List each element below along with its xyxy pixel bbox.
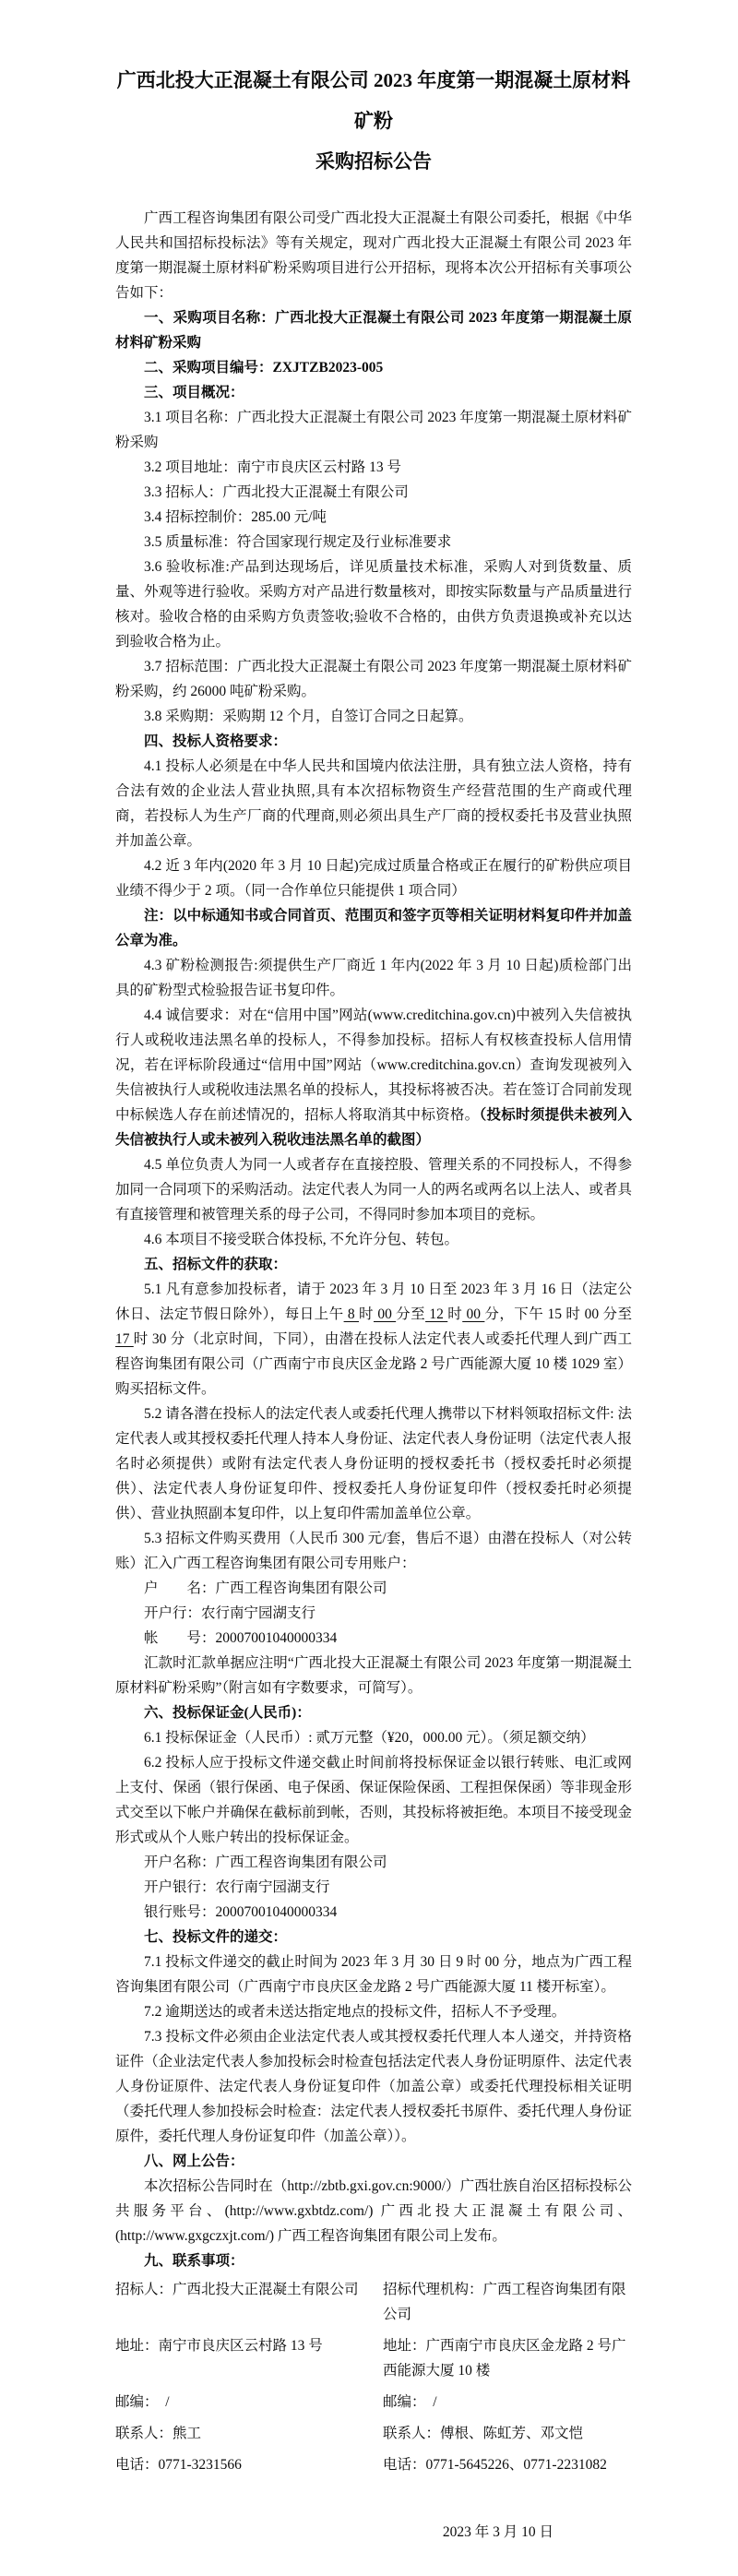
deposit-bank-line: 开户银行：农行南宁园湖支行 [144,1879,330,1895]
contact-agency-postcode: 邮编： / [383,2394,437,2410]
para-3-8: 3.8 采购期：采购期 12 个月，自签订合同之日起算。 [144,709,473,724]
para-5-1-underline-hour-close: 17 [115,1331,134,1347]
para-5-1 [115,1277,632,1401]
deposit-account-number-line: 银行账号：20007001040000334 [144,1904,338,1920]
para-3-5: 3.5 质量标准：符合国家现行规定及行业标准要求 [144,534,452,550]
para-4-1: 4.1 投标人必须是在中华人民共和国境内依法注册，具有独立法人资格，持有合法有效的企业法人营业执照,具有本次招标物资生产经营范围的生产商或代理商，若投标人为生产厂商的代理商,则必须出具生产厂商的授权委托书及营业执照并加盖公章。 [115,758,632,849]
doc-title-line2: 采购招标公告 [315,150,432,173]
contact-agency-address: 地址：广西南宁市良庆区金龙路 2 号广西能源大厦 10 楼 [383,2338,626,2379]
para-4-2: 4.2 近 3 年内(2020 年 3 月 10 日起)完成过质量合格或正在履行的矿粉供应项目业绩不得少于 2 项。（同一合作单位只能提供 1 项合同） [115,858,632,899]
para-5-1-text-d: 时 [447,1306,463,1322]
section-4-heading: 四、投标人资格要求： [144,733,288,749]
para-5-1-text-a: 5.1 凡有意参加投标者，请于 2023 年 3 月 10 日至 2023 年 3 月 16 日（法定公休日、法定节假日除外），每日上午 [115,1282,632,1322]
section-9-heading: 九、联系事项： [144,2253,244,2269]
para-3-2: 3.2 项目地址：南宁市良庆区云村路 13 号 [144,459,402,475]
para-4-6: 4.6 本项目不接受联合体投标, 不允许分包、转包。 [144,1232,459,1247]
para-3-6: 3.6 验收标准:产品到达现场后，详见质量技术标准，采购人对到货数量、质量、外观等进行验收。采购方对产品进行数量核对，即按实际数量与产品质量进行核对。验收合格的由采购方负责签收;验收不合格的，由供方负责退换或补充以达到验收合格为止。 [115,559,632,650]
contact-agency-phone: 电话：0771-5645226、0771-2231082 [383,2457,607,2473]
para-5-1-underline-minute-noon: 00 [462,1306,485,1322]
section-5-heading: 五、招标文件的获取： [144,1257,288,1272]
para-7-2: 7.2 逾期送达的或者未送达指定地点的投标文件，招标人不予受理。 [144,2004,566,2020]
deposit-account-name-line: 开户名称：广西工程咨询集团有限公司 [144,1854,387,1870]
para-5-3: 5.3 招标文件购买费用（人民币 300 元/套，售后不退）由潜在投标人（对公转账）汇入广西工程咨询集团有限公司专用账户： [115,1531,632,1571]
remittance-note: 汇款时汇款单据应注明“广西北投大正混凝土有限公司 2023 年度第一期混凝土原材料矿粉采购”（附言如有字数要求，可简写）。 [115,1655,632,1696]
para-5-1-text-f: 时 30 分（北京时间，下同），由潜在投标人法定代表人或委托代理人到广西工程咨询集团有限公司（广西南宁市良庆区金龙路 2 号广西能源大厦 10 楼 1029 室）购买招标文件。 [115,1331,632,1397]
contact-agency-person: 联系人：傅根、陈虹芳、邓文恺 [383,2426,584,2441]
para-5-1-underline-minute-open: 00 [373,1306,397,1322]
intro-paragraph: 广西工程咨询集团有限公司受广西北投大正混凝土有限公司委托，根据《中华人民共和国招标投标法》等有关规定，现对广西北投大正混凝土有限公司 2023 年度第一期混凝土原材料矿粉采购项目进行公开招标，现将本次公开招标有关事项公告如下： [115,210,632,301]
para-3-4: 3.4 招标控制价：285.00 元/吨 [144,509,327,525]
account-holder-line: 户 名：广西工程咨询集团有限公司 [144,1580,387,1596]
para-5-1-text-b: 时 [359,1306,374,1322]
para-5-1-underline-hour-open: 8 [343,1306,360,1322]
para-5-1-text-e: 分，下午 15 时 00 分至 [484,1306,632,1322]
para-3-1: 3.1 项目名称：广西北投大正混凝土有限公司 2023 年度第一期混凝土原材料矿粉采购 [115,410,632,450]
para-7-3: 7.3 投标文件必须由企业法定代表人或其授权委托代理人本人递交，并持资格证件（企业法定代表人参加投标会时检查包括法定代表人身份证明原件、法定代表人身份证原件、法定代表人身份证复印件（加盖公章）或委托代理投标相关证明（委托代理人参加投标会时检查：法定代表人授权委托书原件、委托代理人身份证原件，委托代理人身份证复印件（加盖公章））。 [115,2029,632,2144]
contact-bidder-person: 联系人：熊工 [115,2426,202,2441]
para-7-1: 7.1 投标文件递交的截止时间为 2023 年 3 月 30 日 9 时 00 分，地点为广西工程咨询集团有限公司（广西南宁市良庆区金龙路 2 号广西能源大厦 11 楼开标室）。 [115,1954,632,1995]
para-5-2: 5.2 请各潜在投标人的法定代表人或委托代理人携带以下材料领取招标文件: 法定代表人或其授权委托代理人持本人身份证、法定代表人身份证明（法定代表人报名时必须提供）或附有法定代表人身份证明的授权委托书（授权委托时必须提供）、法定代表人身份证复印件、授权委托人身份证复印件（授权委托时必须提供）、营业执照副本复印件，以上复印件需加盖单位公章。 [115,1406,632,1521]
section-3-heading: 三、项目概况： [144,385,244,400]
contacts-table [115,2277,632,2477]
para-3-7: 3.7 招标范围：广西北投大正混凝土有限公司 2023 年度第一期混凝土原材料矿粉采购，约 26000 吨矿粉采购。 [115,659,632,699]
doc-date: 2023 年 3 月 10 日 [442,2524,554,2540]
para-4-4-text: 4.4 诚信要求：对在“信用中国”网站(www.creditchina.gov.cn)中被列入失信被执行人或税收违法黑名单的投标人，不得参加投标。招标人有权核查投标人信用情况，若在评标阶段通过“信用中国”网站（www.creditchina.gov.cn）查询发现被列入失信被执行人或税收违法黑名单的投标人，其投标将被否决。若在签订合同前发现中标候选人存在前述情况的，招标人将取消其中标资格。 [115,1008,632,1123]
account-number-line: 帐 号：20007001040000334 [144,1630,338,1646]
para-6-1: 6.1 投标保证金（人民币）: 贰万元整（¥20，000.00 元）。（须足额交纳） [144,1730,595,1746]
account-bank-line: 开户行：农行南宁园湖支行 [144,1605,316,1621]
para-4-2-note: 注：以中标通知书或合同首页、范围页和签字页等相关证明材料复印件并加盖公章为准。 [115,908,632,948]
section-7-heading: 七、投标文件的递交： [144,1929,288,1945]
para-3-3: 3.3 招标人：广西北投大正混凝土有限公司 [144,484,409,500]
para-4-3: 4.3 矿粉检测报告:须提供生产厂商近 1 年内(2022 年 3 月 10 日起)质检部门出具的矿粉型式检验报告证书复印件。 [115,958,632,998]
contact-bidder-postcode: 邮编： / [115,2394,170,2410]
contact-bidder-name: 招标人：广西北投大正混凝土有限公司 [115,2282,359,2297]
para-4-5: 4.5 单位负责人为同一人或者存在直接控股、管理关系的不同投标人，不得参加同一合同项下的采购活动。法定代表人为同一人的两名或两名以上法人、或者具有直接管理和被管理关系的母子公司，不得同时参加本项目的竞标。 [115,1157,632,1222]
para-8-1: 本次招标公告同时在（http://zbtb.gxi.gov.cn:9000/）广西壮族自治区招标投标公共服务平台、(http://www.gxbtdz.com/) 广西北投大正混凝土有限公司、(http://www.gxgczxjt.com/) 广西工程咨询集团有限公司上发布。 [115,2178,632,2244]
para-6-2: 6.2 投标人应于投标文件递交截止时间前将投标保证金以银行转账、电汇或网上支付、保函（银行保函、电子保函、保证保险保函、工程担保保函）等非现金形式交至以下帐户并确保在截标前到帐，否则，其投标将被拒绝。本项目不接受现金形式或从个人账户转出的投标保证金。 [115,1755,632,1845]
section-2-heading [115,355,632,380]
para-4-4-bold-note: （投标时须提供未被列入失信被执行人或未被列入税收违法黑名单的截图） [115,1107,632,1148]
para-5-1-underline-hour-noon: 12 [425,1306,448,1322]
doc-title [115,60,632,182]
contact-bidder-phone: 电话：0771-3231566 [115,2457,242,2473]
section-8-heading: 八、网上公告： [144,2153,244,2169]
section-1-heading: 一、采购项目名称：广西北投大正混凝土有限公司 2023 年度第一期混凝土原材料矿粉采购 [115,310,632,351]
doc-title-line1: 广西北投大正混凝土有限公司 2023 年度第一期混凝土原材料矿粉 [116,69,631,132]
contact-agency-name: 招标代理机构：广西工程咨询集团有限公司 [383,2282,626,2322]
para-4-4 [115,1003,632,1152]
para-5-1-text-c: 分至 [396,1306,426,1322]
section-6-heading: 六、投标保证金(人民币)： [144,1705,311,1721]
project-number-value: ZXJTZB2023-005 [272,360,384,376]
project-number-label: 二、采购项目编号： [144,360,273,376]
contact-bidder-address: 地址：南宁市良庆区云村路 13 号 [115,2338,323,2354]
